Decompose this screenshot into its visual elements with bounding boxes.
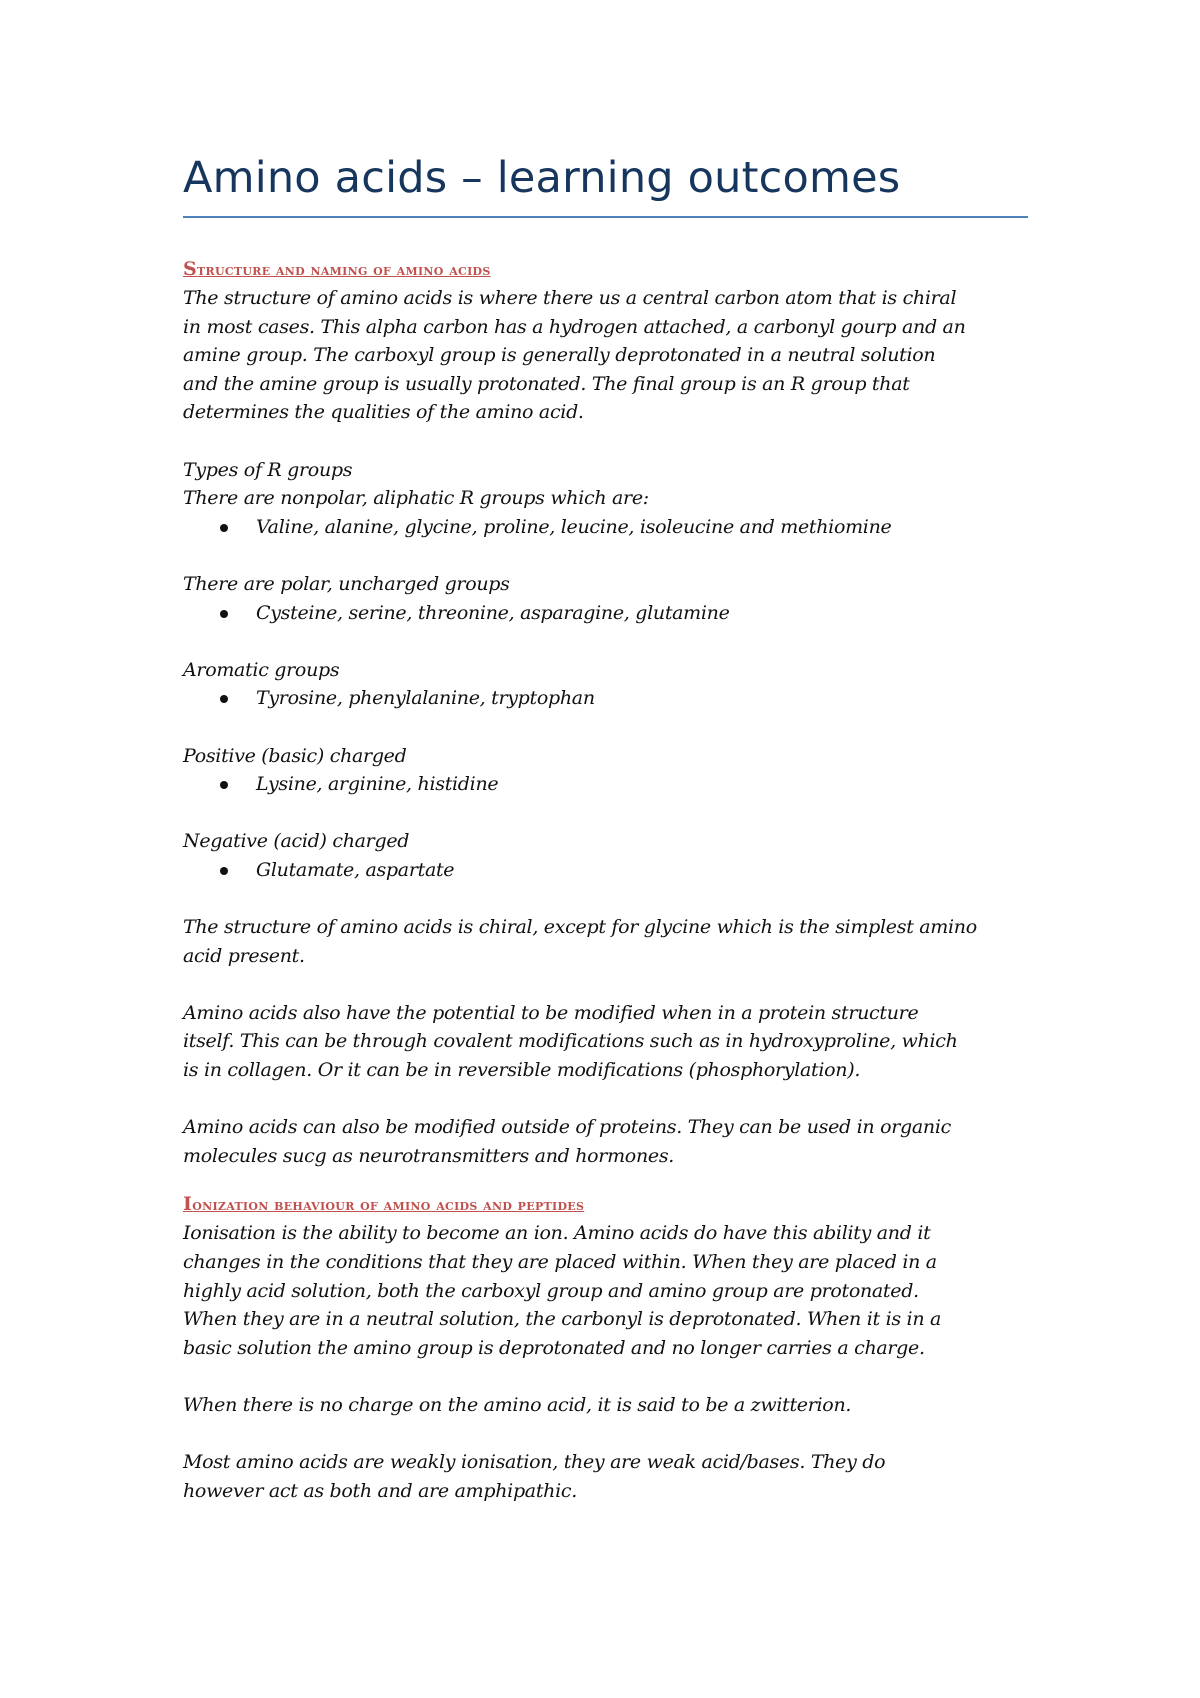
page-title: Amino acids – learning outcomes — [183, 150, 1028, 218]
polar-list — [183, 599, 1028, 628]
bullet-icon — [220, 695, 228, 703]
paragraph-modified: Amino acids also have the potential to be modified when in a protein structure itself. This can be through covalent modifications such as in hydroxyproline, which is in collagen. Or it can be in reversible modifications (phosphorylation). — [183, 1001, 958, 1082]
negative-label: Negative (acid) charged — [183, 830, 410, 853]
list-item: Glutamate, aspartate — [183, 856, 1028, 885]
paragraph-intro: The structure of amino acids is where there us a central carbon atom that is chiral in most cases. This alpha carbon has a hydrogen attached, a carbonyl gourp and an amine group. The carboxyl group is generally deprotonated in a neutral solution and the amine group is usually protonated. The final group is an R group that determines the qualities of the amino acid. — [183, 287, 966, 424]
section-heading-structure: Structure and naming of amino acids — [183, 258, 491, 280]
types-label: Types of R groups — [183, 458, 353, 481]
polar-label: There are polar, uncharged groups — [183, 572, 510, 595]
paragraph-ionisation: Ionisation is the ability to become an ion. Amino acids do have this ability and it changes in the conditions that they are placed within. When they are placed in a highly acid solution, both the carboxyl group and amino group are protonated. When they are in a neutral solution, the carbonyl is deprotonated. When it is in a basic solution the amino group is deprotonated and no longer carries a charge. — [183, 1222, 942, 1359]
positive-label: Positive (basic) charged — [183, 744, 407, 767]
nonpolar-list — [183, 513, 1028, 542]
negative-list — [183, 856, 1028, 885]
bullet-icon — [220, 524, 228, 532]
positive-list — [183, 770, 1028, 799]
paragraph-weak: Most amino acids are weakly ionisation, they are weak acid/bases. They do however act as both and are amphipathic. — [183, 1451, 886, 1502]
document-body — [183, 150, 1028, 1505]
aromatic-label: Aromatic groups — [183, 658, 340, 681]
list-item: Lysine, arginine, histidine — [183, 770, 1028, 799]
bullet-icon — [220, 610, 228, 618]
aromatic-list — [183, 684, 1028, 713]
nonpolar-label: There are nonpolar, aliphatic R groups which are: — [183, 487, 649, 510]
list-item: Valine, alanine, glycine, proline, leucine, isoleucine and methiomine — [183, 513, 1028, 542]
paragraph-zwitterion: When there is no charge on the amino acid, it is said to be a zwitterion. — [183, 1393, 852, 1416]
bullet-icon — [220, 867, 228, 875]
list-item: Cysteine, serine, threonine, asparagine, glutamine — [183, 599, 1028, 628]
paragraph-outside: Amino acids can also be modified outside of proteins. They can be used in organic molecules sucg as neurotransmitters and hormones. — [183, 1116, 951, 1167]
section-heading-ionization: Ionization behaviour of amino acids and peptides — [183, 1193, 585, 1216]
bullet-icon — [220, 781, 228, 789]
paragraph-chiral: The structure of amino acids is chiral, except for glycine which is the simplest amino acid present. — [183, 916, 977, 967]
list-item: Tyrosine, phenylalanine, tryptophan — [183, 684, 1028, 713]
